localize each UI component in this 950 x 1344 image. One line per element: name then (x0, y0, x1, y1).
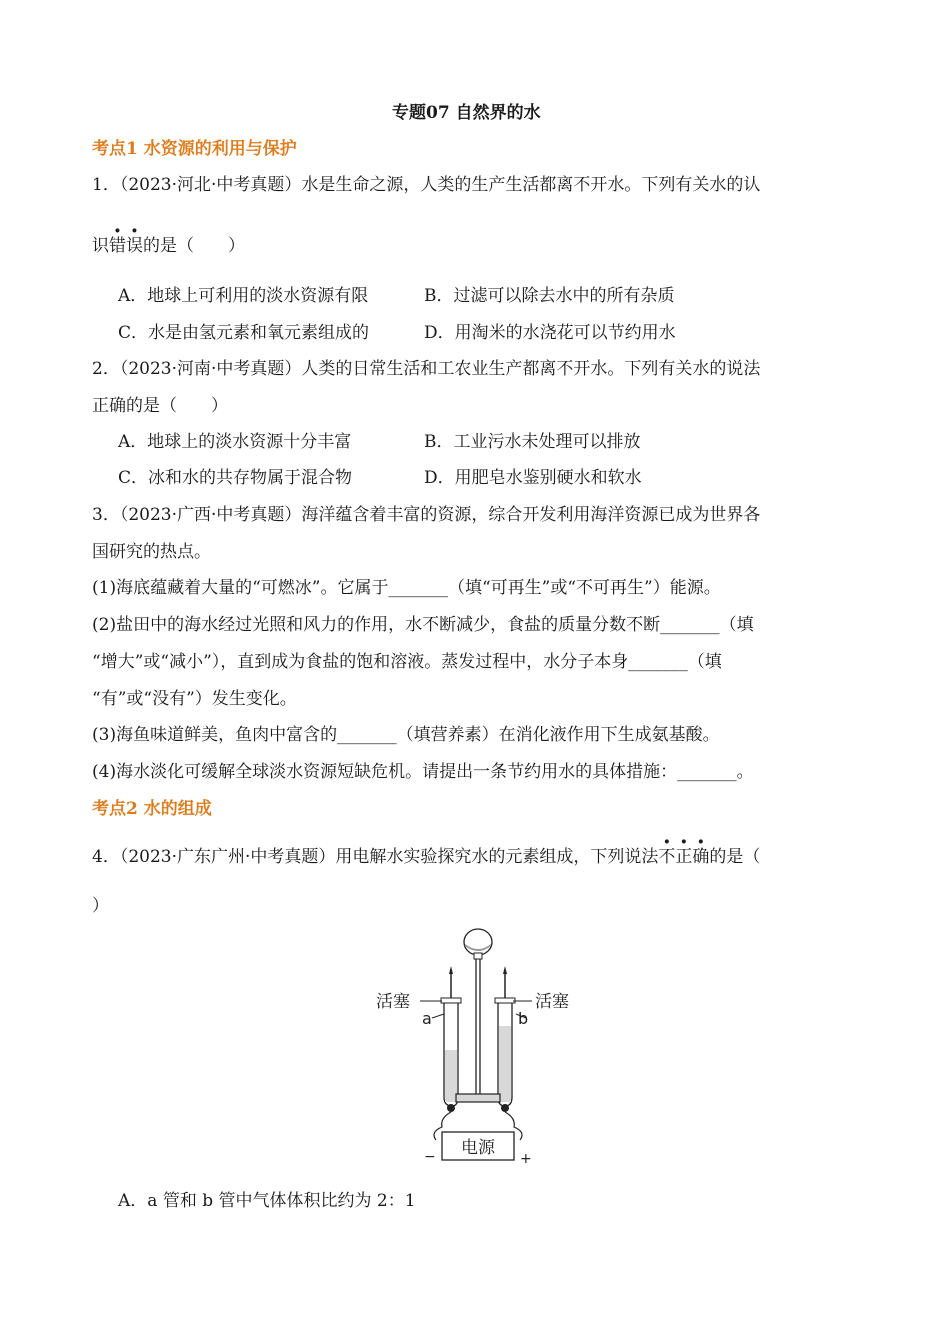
q3-part3: (3)海鱼味道鲜美，鱼肉中富含的_______（填营养素）在消化液作用下生成氨基酸。 (92, 725, 720, 745)
q1-option-d: D．用淘米的水浇花可以节约用水 (424, 323, 676, 343)
page-title: 专题07 自然界的水 (392, 103, 541, 123)
q1-text-a: 识 (92, 236, 109, 256)
q4-option-a: A．a 管和 b 管中气体体积比约为 2：1 (118, 1191, 416, 1211)
q2-option-d: D．用肥皂水鉴别硬水和软水 (424, 468, 642, 488)
q4-text-a: 4．（2023·广东广州·中考真题）用电解水实验探究水的元素组成，下列说法 (92, 847, 659, 867)
q1-stem-line2 (92, 235, 245, 257)
tube-b (495, 966, 515, 1106)
q3-stem-line2: 国研究的热点。 (92, 542, 211, 562)
power-label: 电源 (461, 1138, 495, 1158)
q2-option-c: C．冰和水的共存物属于混合物 (118, 468, 353, 488)
electrolysis-apparatus-diagram (370, 922, 590, 1167)
plus-terminal-label: + (520, 1151, 532, 1167)
q2-stem-line1: 2．（2023·河南·中考真题）人类的日常生活和工农业生产都离不开水。下列有关水的说法 (92, 359, 761, 379)
q3-part1: (1)海底蕴藏着大量的“可燃冰”。它属于_______（填“可再生”或“不可再生”）能源。 (92, 578, 721, 598)
q4-emphasis-char-1: 不 (658, 847, 676, 867)
q1-stem-line1: 1．（2023·河北·中考真题）水是生命之源，人类的生产生活都离不开水。下列有关水的认 (92, 175, 761, 195)
q3-stem-line1: 3．（2023·广西·中考真题）海洋蕴含着丰富的资源，综合开发利用海洋资源已成为世界各 (92, 505, 761, 525)
q2-stem-line2: 正确的是（ ） (92, 396, 228, 416)
q1-emphasis-char-1: 错 (109, 236, 126, 256)
minus-terminal-label: − (424, 1149, 436, 1165)
q1-text-b: 的是（ ） (143, 236, 245, 256)
q3-part2-line3: “有”或“没有”）发生变化。 (92, 689, 297, 709)
q4-stem-line1 (92, 846, 760, 868)
right-stopcock-label: 活塞 (535, 992, 569, 1012)
q1-option-a: A．地球上可利用的淡水资源有限 (118, 286, 369, 306)
q2-option-a: A．地球上的淡水资源十分丰富 (118, 432, 352, 452)
q3-part4: (4)海水淡化可缓解全球淡水资源短缺危机。请提出一条节约用水的具体措施：_______。 (92, 762, 754, 782)
section-heading-2: 考点2 水的组成 (92, 799, 212, 819)
water-reservoir-icon (464, 929, 492, 959)
q4-emphasis-char-3: 确 (692, 847, 710, 867)
left-stopcock-label: 活塞 (376, 992, 410, 1012)
q4-stem-line2: ） (92, 896, 109, 916)
q1-option-b: B．过滤可以除去水中的所有杂质 (424, 286, 675, 306)
power-supply-icon (442, 1132, 514, 1160)
q1-option-c: C．水是由氢元素和氧元素组成的 (118, 323, 370, 343)
q3-part2-line2: “增大”或“减小”），直到成为食盐的饱和溶液。蒸发过程中，水分子本身_______（填 (92, 652, 722, 672)
tube-b-label: b (518, 1009, 529, 1028)
q1-emphasis-char-2: 误 (126, 236, 143, 256)
section-heading-1: 考点1 水资源的利用与保护 (92, 139, 297, 159)
tube-a-label: a (422, 1009, 432, 1028)
tube-a (441, 966, 461, 1106)
q3-part2-line1: (2)盐田中的海水经过光照和风力的作用，水不断减少，食盐的质量分数不断_______（填 (92, 615, 754, 635)
q4-emphasis-char-2: 正 (675, 847, 693, 867)
q2-option-b: B．工业污水未处理可以排放 (424, 432, 641, 452)
q4-text-b: 的是（ (709, 847, 761, 867)
